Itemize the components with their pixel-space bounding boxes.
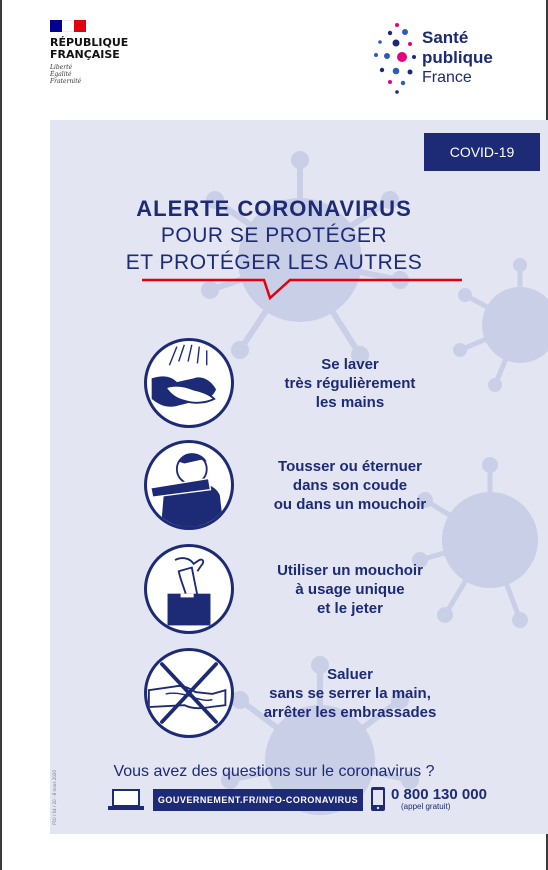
rf-motto-egalite: Égalité — [50, 71, 72, 78]
spf-line2: publique — [422, 48, 493, 67]
title-line1: ALERTE CORONAVIRUS — [136, 196, 412, 221]
french-flag-icon — [50, 20, 86, 32]
gesture-text-wash-hands: Se laver très régulièrement les mains — [284, 355, 416, 411]
rf-motto — [50, 64, 160, 85]
spf-line3: France — [422, 69, 472, 86]
spf-line1: Santé — [422, 28, 469, 47]
phone-note: (appel gratuit) — [401, 802, 451, 811]
rf-name-line1: RÉPUBLIQUE — [50, 36, 129, 49]
poster-title — [50, 195, 498, 276]
page-border-left — [0, 0, 2, 870]
gesture-row-no-handshake — [140, 648, 548, 743]
question-text: Vous avez des questions sur le coronavirus ? — [113, 763, 435, 780]
republique-francaise-logo — [50, 20, 160, 85]
covid-19-badge: COVID-19 — [424, 133, 540, 171]
info-url-link[interactable]: GOUVERNEMENT.FR/INFO-CORONAVIRUS — [153, 789, 363, 811]
rf-name-line2: FRANÇAISE — [50, 48, 120, 61]
no-handshake-icon — [144, 648, 234, 738]
contact-bar — [108, 786, 518, 812]
rf-motto-fraternite: Fraternité — [50, 78, 82, 85]
title-line3: ET PROTÉGER LES AUTRES — [125, 251, 423, 274]
rf-motto-liberte: Liberté — [50, 64, 73, 71]
gesture-text-cough-elbow: Tousser ou éternuer dans son coude ou dans un mouchoir — [273, 457, 427, 513]
print-reference-code: P10 / 04 / 20 - 8 mars 2020 — [52, 770, 57, 825]
laptop-icon — [108, 789, 144, 811]
covid-poster — [50, 120, 548, 834]
spf-wordmark — [422, 28, 493, 87]
gesture-row-wash-hands — [140, 338, 548, 433]
speech-bubble-underline — [142, 278, 462, 308]
phone-number[interactable]: 0 800 130 000 — [391, 786, 487, 803]
phone-icon — [370, 786, 386, 812]
gesture-text-tissue: Utiliser un mouchoir à usage unique et le jeter — [277, 561, 423, 617]
gesture-text-no-handshake: Saluer sans se serrer la main, arrêter les embrassades — [263, 665, 437, 721]
hand-wash-icon — [144, 338, 234, 428]
cough-elbow-icon — [144, 440, 234, 530]
gesture-row-tissue — [140, 544, 548, 639]
spf-dots-icon — [372, 20, 417, 95]
tissue-icon — [144, 544, 234, 634]
title-line2: POUR SE PROTÉGER — [160, 224, 388, 247]
sante-publique-france-logo — [372, 20, 522, 100]
gesture-row-cough-elbow — [140, 440, 548, 535]
